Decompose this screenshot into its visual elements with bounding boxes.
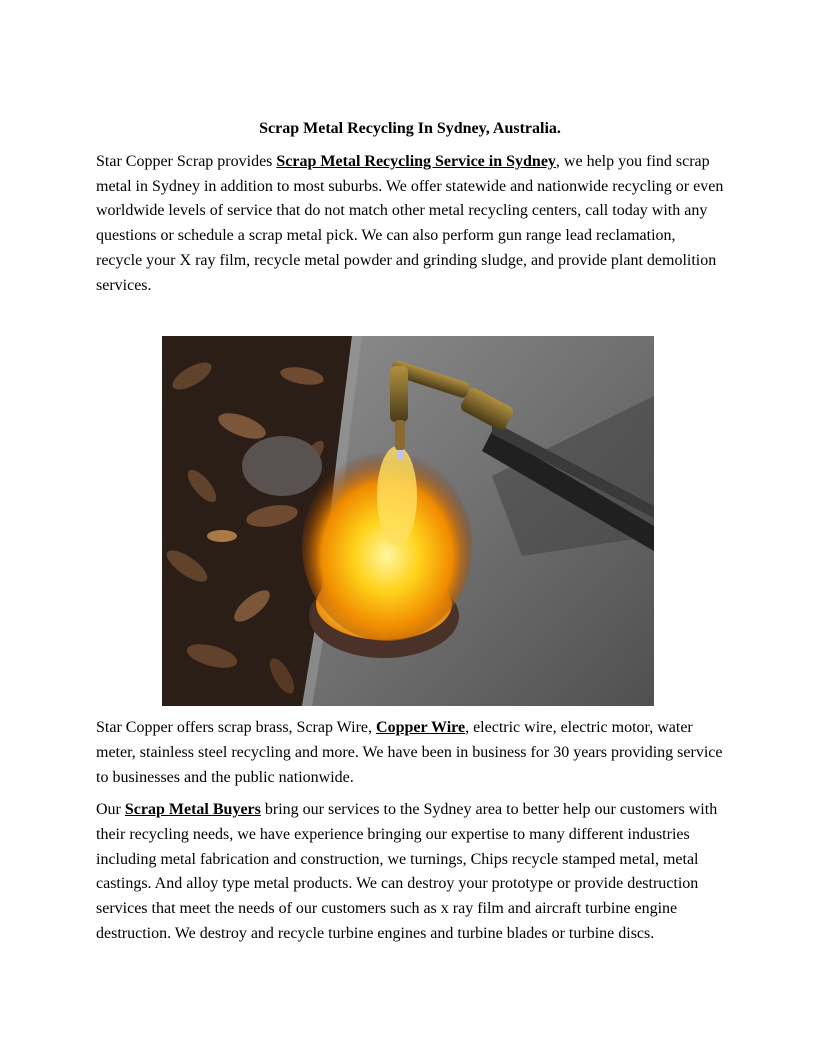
products-paragraph	[96, 716, 724, 790]
buyers-paragraph	[96, 798, 724, 946]
rock	[242, 436, 322, 496]
torch-melting-photo	[162, 336, 654, 706]
buyers-text-after: bring our services to the Sydney area to better help our customers with their recycling needs, we have experience bringing our expertise to many different industries including metal fabrication and construction, we turnings, Chips recycle stamped metal, metal castings. And alloy type metal products. We can destroy your prototype or provide destruction services that meet the needs of our customers such as x ray film and aircraft turbine engine destruction. We destroy and recycle turbine engines and turbine blades or turbine discs.	[96, 801, 718, 942]
document-page	[96, 118, 724, 947]
products-text-before: Star Copper offers scrap brass, Scrap Wire,	[96, 719, 377, 737]
scrap-metal-recycling-link[interactable]: Scrap Metal Recycling Service in Sydney	[276, 153, 556, 170]
products-text-after: , electric wire, electric motor, water meter, stainless steel recycling and more. We have been in business for 30 years providing service to businesses and the public nationwide.	[96, 719, 723, 786]
intro-paragraph	[96, 150, 724, 298]
page-title: Scrap Metal Recycling In Sydney, Australia.	[259, 120, 561, 137]
intro-text-after: , we help you find scrap metal in Sydney in addition to most suburbs. We offer statewide and nationwide recycling or even worldwide levels of service that do not match other metal recycling centers, call today with any questions or schedule a scrap metal pick. We can also perform gun range lead reclamation, recycle your X ray film, recycle metal powder and grinding sludge, and provide plant demolition services.	[96, 153, 724, 294]
buyers-text-before: Our	[96, 801, 125, 819]
copper-wire-link[interactable]: Copper Wire	[376, 719, 466, 737]
intro-text-before: Star Copper Scrap provides	[96, 153, 277, 170]
scrap-metal-buyers-link[interactable]: Scrap Metal Buyers	[124, 801, 261, 819]
